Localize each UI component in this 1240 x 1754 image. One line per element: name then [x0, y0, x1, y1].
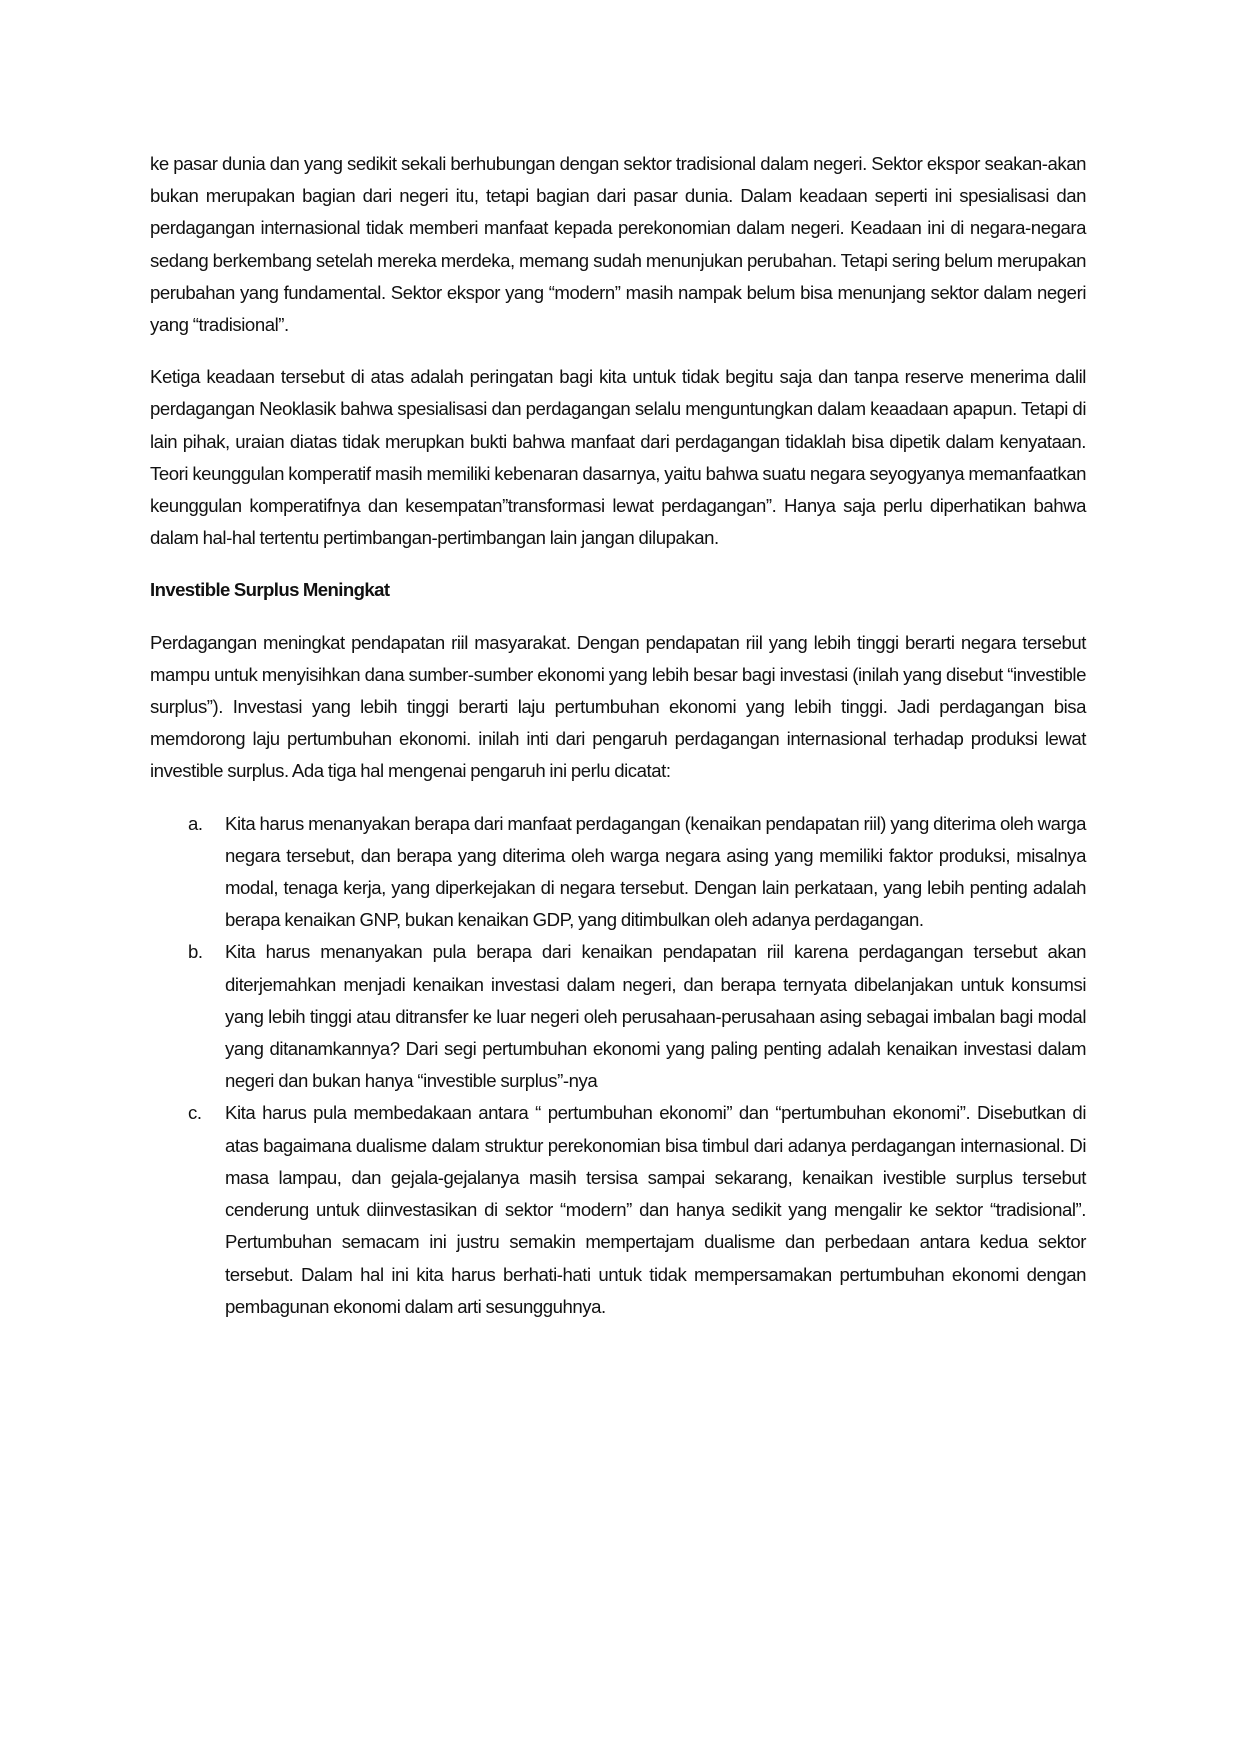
paragraph-investible-surplus: Perdagangan meningkat pendapatan riil masyarakat. Dengan pendapatan riil yang lebih tinggi berarti negara tersebut mampu untuk menyisihkan dana sumber-sumber ekonomi yang lebih besar bagi investasi (inilah yang disebut “investible surplus”). Investasi yang lebih tinggi berarti laju pertumbuhan ekonomi yang lebih tinggi. Jadi perdagangan bisa memdorong laju pertumbuhan ekonomi. inilah inti dari pengaruh perdagangan internasional terhadap produksi lewat investible surplus. Ada tiga hal mengenai pengaruh ini perlu dicatat: [150, 631, 1086, 782]
document-page [150, 148, 1086, 1323]
list-marker: b. [188, 941, 203, 963]
list-marker: c. [188, 1102, 202, 1124]
list-item-b [150, 936, 1086, 1097]
paragraph-export-sector: ke pasar dunia dan yang sedikit sekali berhubungan dengan sektor tradisional dalam negeri. Sektor ekspor seakan-akan bukan merupakan bagian dari negeri itu, tetapi bagian dari pasar dunia. Dalam keadaan seperti ini spesialisasi dan perdagangan internasional tidak memberi manfaat kepada perekonomian dalam negeri. Keadaan ini di negara-negara sedang berkembang setelah mereka merdeka, memang sudah menunjukan perubahan. Tetapi sering belum merupakan perubahan yang fundamental. Sektor ekspor yang “modern” masih nampak belum bisa menunjang sektor dalam negeri yang “tradisional”. [150, 153, 1086, 336]
list-item-text: Kita harus menanyakan pula berapa dari kenaikan pendapatan riil karena perdagangan tersebut akan diterjemahkan menjadi kenaikan investasi dalam negeri, dan berapa ternyata dibelanjakan untuk konsumsi yang lebih tinggi atau ditransfer ke luar negeri oleh perusahaan-perusahaan asing sebagai imbalan bagi modal yang ditanamkannya? Dari segi pertumbuhan ekonomi yang paling penting adalah kenaikan investasi dalam negeri dan bukan hanya “investible surplus”-nya [225, 941, 1086, 1092]
section-heading: Investible Surplus Meningkat [150, 579, 390, 601]
list-item-a [150, 808, 1086, 937]
paragraph-neoclassical-warning: Ketiga keadaan tersebut di atas adalah peringatan bagi kita untuk tidak begitu saja dan tanpa reserve menerima dalil perdagangan Neoklasik bahwa spesialisasi dan perdagangan selalu menguntungkan dalam keaadaan apapun. Tetapi di lain pihak, uraian diatas tidak merupkan bukti bahwa manfaat dari perdagangan tidaklah bisa dipetik dalam kenyataan. Teori keunggulan komperatif masih memiliki kebenaran dasarnya, yaitu bahwa suatu negara seyogyanya memanfaatkan keunggulan komperatifnya dan kesempatan”transformasi lewat perdagangan”. Hanya saja perlu diperhatikan bahwa dalam hal-hal tertentu pertimbangan-pertimbangan lain jangan dilupakan. [150, 366, 1086, 549]
list-item-text: Kita harus menanyakan berapa dari manfaat perdagangan (kenaikan pendapatan riil) yang diterima oleh warga negara tersebut, dan berapa yang diterima oleh warga negara asing yang memiliki faktor produksi, misalnya modal, tenaga kerja, yang diperkejakan di negara tersebut. Dengan lain perkataan, yang lebih penting adalah berapa kenaikan GNP, bukan kenaikan GDP, yang ditimbulkan oleh adanya perdagangan. [225, 812, 1086, 931]
numbered-list [150, 808, 1086, 1323]
list-item-c [150, 1097, 1086, 1322]
list-marker: a. [188, 812, 203, 834]
list-item-text: Kita harus pula membedakaan antara “ pertumbuhan ekonomi” dan “pertumbuhan ekonomi”. Disebutkan di atas bagaimana dualisme dalam struktur perekonomian bisa timbul dari adanya perdagangan internasional. Di masa lampau, dan gejala-gejalanya masih tersisa sampai sekarang, kenaikan ivestible surplus tersebut cenderung untuk diinvestasikan di sektor “modern” dan hanya sedikit yang mengalir ke sektor “tradisional”. Pertumbuhan semacam ini justru semakin mempertajam dualisme dan perbedaan antara kedua sektor tersebut. Dalam hal ini kita harus berhati-hati untuk tidak mempersamakan pertumbuhan ekonomi dengan pembagunan ekonomi dalam arti sesungguhnya. [225, 1102, 1086, 1317]
